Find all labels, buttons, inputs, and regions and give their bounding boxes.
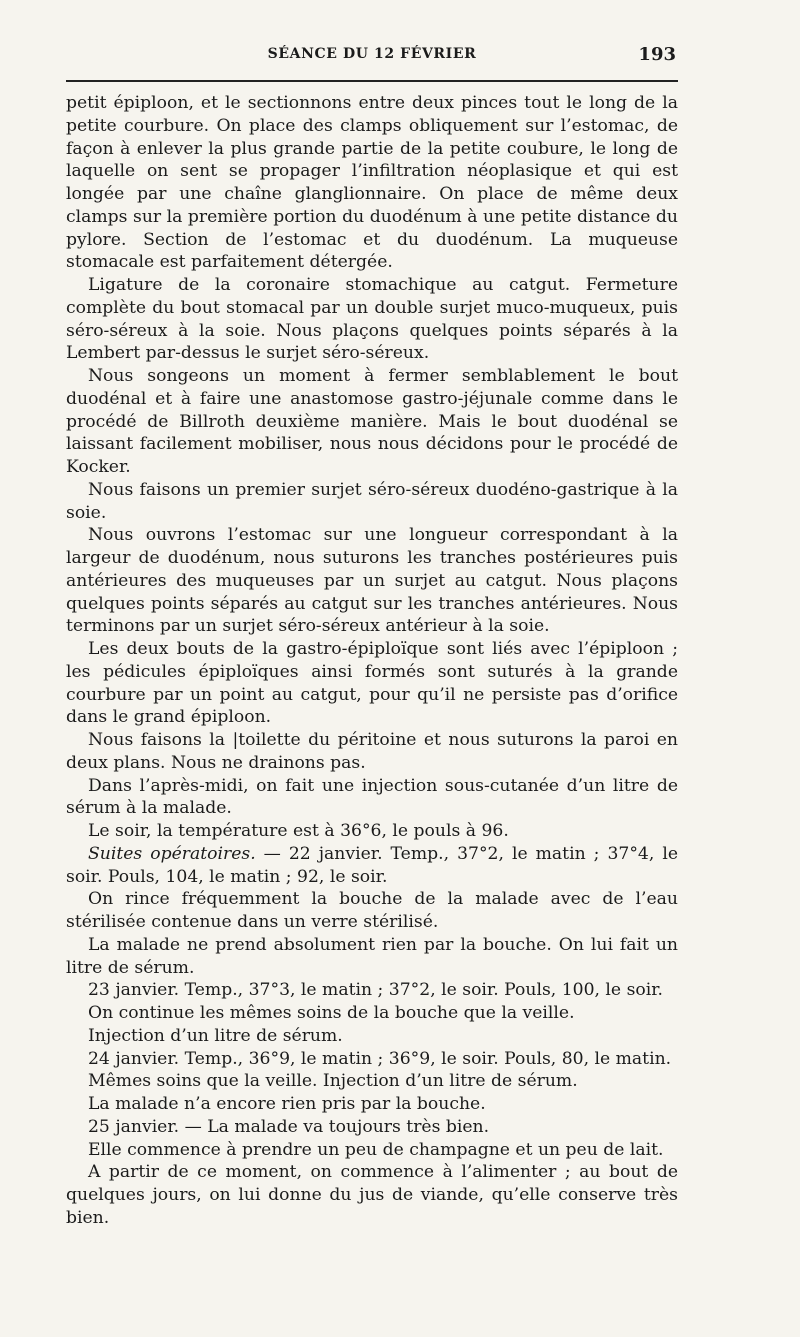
paragraph: On rince fréquemment la bouche de la malade avec de l’eau stérilisée contenue dans un verre stérilisé. xyxy=(66,889,678,932)
paragraph: On continue les mêmes soins de la bouche que la veille. xyxy=(88,1003,575,1023)
paragraph: Nous faisons la |toilette du péritoine et nous suturons la paroi en deux plans. Nous ne drainons pas. xyxy=(66,730,678,773)
paragraph: La malade ne prend absolument rien par la bouche. On lui fait un litre de sérum. xyxy=(66,934,678,978)
paragraph: Nous songeons un moment à fermer semblablement le bout duodénal et à faire une anastomose gastro-jéjunale comme dans le procédé de Billroth deuxième manière. Mais le bout duodénal se laissant facilement mobiliser, nous nous décidons pour le procédé de Kocker. xyxy=(66,366,678,477)
paragraph: Dans l’après-midi, on fait une injection sous-cutanée d’un litre de sérum à la malade. xyxy=(66,775,678,819)
suites-text: — 22 janvier. Temp., 37°2, le matin ; 37°4, le soir. Pouls, 104, le matin ; 92, le soir. xyxy=(66,843,678,887)
paragraph: Mêmes soins que la veille. Injection d’un litre de sérum. xyxy=(88,1071,578,1092)
page-body xyxy=(66,92,678,1230)
paragraph: Injection d’un litre de sérum. xyxy=(88,1025,343,1046)
suites-paragraph xyxy=(66,843,678,889)
running-title: SÉANCE DU 12 FÉVRIER xyxy=(267,46,477,62)
paragraph: Nous ouvrons l’estomac sur une longueur correspondant à la largeur de duodénum, nous suturons les tranches postérieures puis antérieures des muqueuses par un surjet au catgut. Nous plaçons quelques points séparés au catgut sur les tranches antérieures. Nous terminons par un surjet séro-séreux antérieur à la soie. xyxy=(66,525,678,637)
paragraph: 24 janvier. Temp., 36°9, le matin ; 36°9, le soir. Pouls, 80, le matin. xyxy=(88,1048,672,1069)
paragraph: petit épiploon, et le sectionnons entre deux pinces tout le long de la petite courbure. On place des clamps obliquement sur l’estomac, de façon à enlever la plus grande partie de la petite coubure, le long de laquelle on sent se propager l’infiltration néoplasique et qui est longée par une chaîne glanglionnaire. On place de même deux clamps sur la première portion du duodénum à une petite distance du pylore. Section de l’estomac et du duodénum. La muqueuse stomacale est parfaitement détergée. xyxy=(66,93,678,273)
page-number: 193 xyxy=(638,44,676,65)
paragraph: Nous faisons un premier surjet séro-séreux duodéno-gastrique à la soie. xyxy=(66,479,678,523)
paragraph: 25 janvier. — La malade va toujours très bien. xyxy=(88,1116,490,1137)
paragraph: Le soir, la température est à 36°6, le pouls à 96. xyxy=(88,821,509,841)
paragraph: Les deux bouts de la gastro-épiploïque sont liés avec l’épiploon ; les pédicules épiploïques ainsi formés sont suturés à la grande courbure par un point au catgut, pour qu’il ne persiste pas d’orifice dans le grand épiploon. xyxy=(66,639,678,728)
suites-label: Suites opératoires. xyxy=(88,843,256,864)
paragraph: A partir de ce moment, on commence à l’alimenter ; au bout de quelques jours, on lui donne du jus de viande, qu’elle conserve très bien. xyxy=(66,1162,678,1228)
paragraph: Ligature de la coronaire stomachique au catgut. Fermeture complète du bout stomacal par un double surjet muco-muqueux, puis séro-séreux à la soie. Nous plaçons quelques points séparés à la Lembert par-dessus le surjet séro-séreux. xyxy=(66,275,678,364)
paragraph: Elle commence à prendre un peu de champagne et un peu de lait. xyxy=(88,1139,664,1160)
running-header xyxy=(66,44,678,72)
paragraph: La malade n’a encore rien pris par la bouche. xyxy=(88,1094,486,1114)
header-rule xyxy=(66,80,678,82)
paragraph: 23 janvier. Temp., 37°3, le matin ; 37°2, le soir. Pouls, 100, le soir. xyxy=(88,980,664,1001)
